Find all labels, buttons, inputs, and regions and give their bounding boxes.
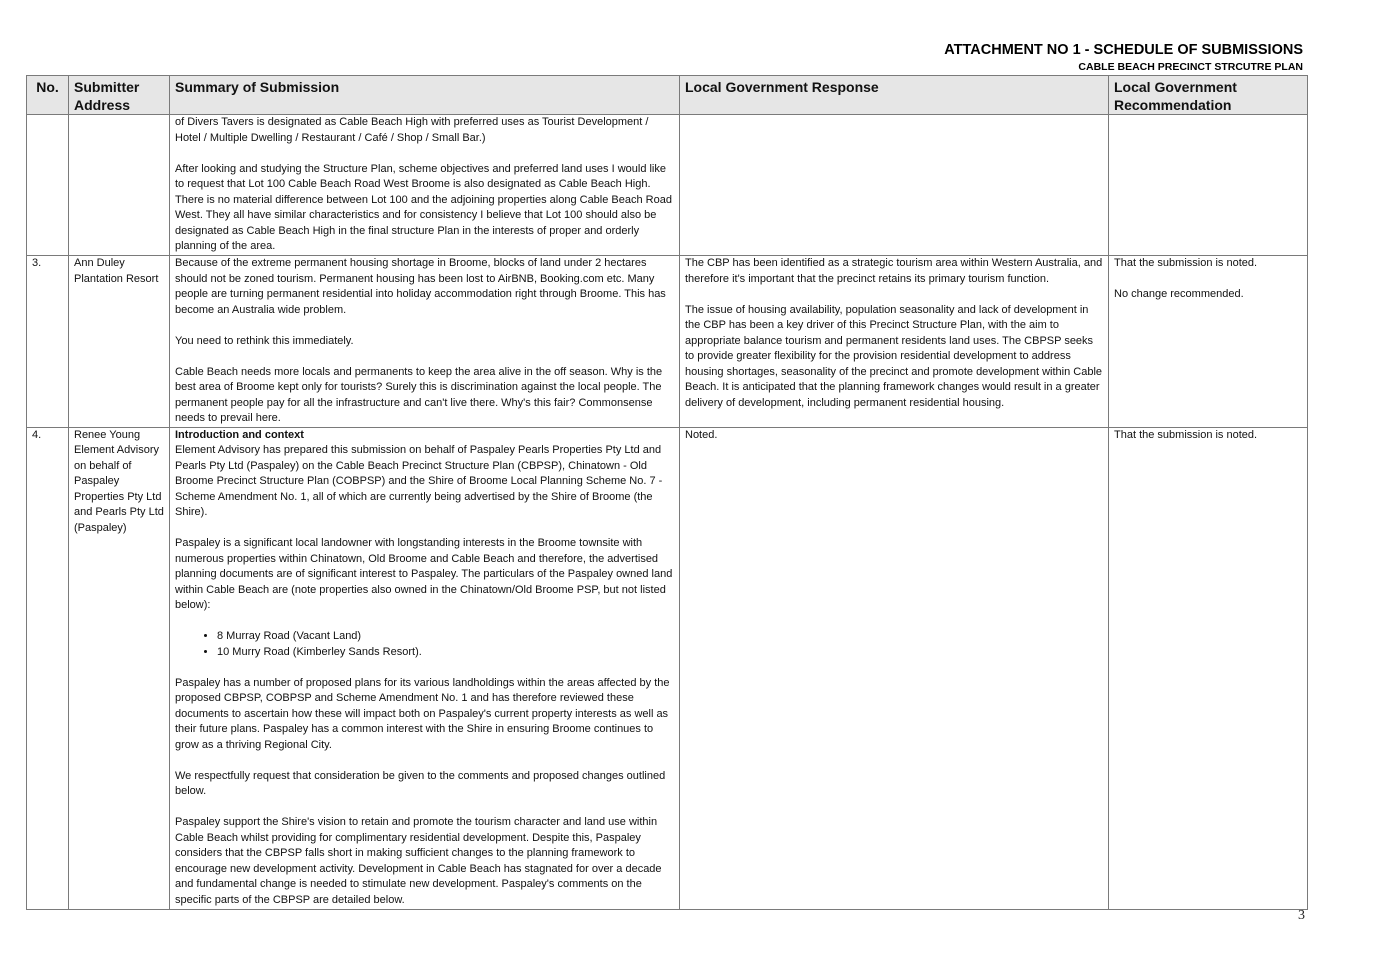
recommendation-cell — [1109, 115, 1308, 256]
summary-cell — [170, 115, 680, 256]
list-item: • 8 Murray Road (Vacant Land) — [217, 629, 674, 645]
table-row — [27, 256, 1308, 428]
property-list — [175, 629, 674, 660]
page-number: 3 — [1298, 908, 1305, 923]
summary-intro-text: Element Advisory has prepared this submission on behalf of Paspaley Pearls Properties Pty Ltd and Pearls Pty Ltd (Paspaley) on the Cable Beach Precinct Structure Plan (CBPSP), Chinatown - Old Broome Precinct Structure Plan (COBPSP) and the Shire of Broome Local Planning Scheme No. 7 - Scheme Amendment No. 1, all of which are currently being advertised by the Shire of Broome (the Shire). — [175, 444, 663, 518]
summary-paragraph: Paspaley is a significant local landowner with longstanding interests in the Broome townsite with numerous properties within Chinatown, Old Broome and Cable Beach and therefore, the advertised planning documents are of significant interest to Paspaley. The particulars of the Paspaley owned land within Cable Beach are (note properties also owned in the Chinatown/Old Broome PSP, but not listed below): — [175, 537, 673, 611]
response-cell — [680, 115, 1109, 256]
submissions-table — [26, 75, 1308, 910]
response-cell — [680, 256, 1109, 428]
row-number — [27, 115, 69, 256]
summary-paragraph: Paspaley support the Shire's vision to retain and promote the tourism character and land use within Cable Beach whilst providing for complimentary residential development. Despite this, Paspaley considers that the CBPSP falls short in making sufficient changes to the planning framework to encourage new development activity. Development in Cable Beach has stagnated for over a decade and fundamental change is needed to stimulate new development. Paspaley's comments on the specific parts of the CBPSP are detailed below. — [175, 816, 662, 906]
summary-paragraph: Cable Beach needs more locals and permanents to keep the area alive in the off season. Why is the best area of Broome kept only for tourists? Surely this is discrimination against the local people. The permanent people pay for all the infrastructure and can't live there. Why's this fair? Commonsense needs to prevail here. — [175, 365, 663, 424]
summary-paragraph: Paspaley has a number of proposed plans for its various landholdings within the areas affected by the proposed CBPSP, COBPSP and Scheme Amendment No. 1 and has therefore reviewed these documents to ascertain how these will impact both on Paspaley's current property interests as well as their future plans. Paspaley has a common interest with the Shire in ensuring Broome continues to grow as a thriving Regional City. — [175, 676, 670, 751]
summary-cell — [170, 427, 680, 909]
response-cell — [680, 427, 1109, 909]
document-subtitle: CABLE BEACH PRECINCT STRCUTRE PLAN — [1078, 61, 1303, 73]
recommendation-paragraph: No change recommended. — [1114, 288, 1244, 300]
column-header-recommendation: Local Government Recommendation — [1109, 76, 1308, 115]
summary-paragraph: After looking and studying the Structure Plan, scheme objectives and preferred land uses I would like to request that Lot 100 Cable Beach Road West Broome is also designated as Cable Beach High. There is no material difference between Lot 100 and the adjoining properties along Cable Beach Road West. They all have similar characteristics and for consistency I believe that Lot 100 should also be designated as Cable Beach High in the final structure Plan in the interests of proper and orderly planning of the area. — [175, 162, 672, 252]
row-number: 4. — [27, 427, 69, 909]
recommendation-paragraph: That the submission is noted. — [1114, 428, 1258, 441]
recommendation-paragraph: That the submission is noted. — [1114, 257, 1258, 269]
response-paragraph: The issue of housing availability, population seasonality and lack of development in the CBP has been a key driver of this Precinct Structure Plan, with the aim to appropriate balance tourism and permanent residents land uses. The CBPSP seeks to provide greater flexibility for the provision residential development to address housing shortages, seasonality of the precinct and promote development within Cable Beach. It is anticipated that the planning framework changes would result in a greater delivery of development, including permanent residential housing. — [685, 303, 1103, 409]
summary-intro-paragraph — [175, 428, 674, 521]
summary-paragraph: You need to rethink this immediately. — [175, 334, 354, 347]
column-header-submitter: Submitter Address — [69, 76, 170, 115]
column-header-response: Local Government Response — [680, 76, 1109, 115]
submitter-cell: Renee Young Element Advisory on behalf of Paspaley Properties Pty Ltd and Pearls Pty Ltd (Paspaley) — [69, 427, 170, 909]
column-header-no: No. — [27, 76, 69, 115]
document-title: ATTACHMENT NO 1 - SCHEDULE OF SUBMISSIONS — [944, 42, 1303, 58]
table-header-row — [27, 76, 1308, 115]
table-row — [27, 115, 1308, 256]
summary-heading: Introduction and context — [175, 428, 304, 441]
list-item: • 10 Murry Road (Kimberley Sands Resort). — [217, 645, 674, 661]
recommendation-cell — [1109, 427, 1308, 909]
summary-paragraph: We respectfully request that consideration be given to the comments and proposed changes outlined below. — [175, 769, 666, 797]
row-number: 3. — [27, 256, 69, 428]
submitter-cell — [69, 115, 170, 256]
response-paragraph: Noted. — [685, 428, 718, 441]
table-row — [27, 427, 1308, 909]
recommendation-cell — [1109, 256, 1308, 428]
summary-paragraph: Because of the extreme permanent housing shortage in Broome, blocks of land under 2 hectares should not be zoned tourism. Permanent housing has been lost to AirBNB, Booking.com etc. Many people are turning permanent residential into holiday accommodation right through Broome. This has become an Australia wide problem. — [175, 257, 666, 316]
summary-cell — [170, 256, 680, 428]
submitter-cell: Ann Duley Plantation Resort — [69, 256, 170, 428]
column-header-summary: Summary of Submission — [170, 76, 680, 115]
response-paragraph: The CBP has been identified as a strategic tourism area within Western Australia, and therefore it's important that the precinct retains its primary tourism function. — [685, 257, 1103, 285]
summary-paragraph: of Divers Tavers is designated as Cable Beach High with preferred uses as Tourist Development / Hotel / Multiple Dwelling / Restaurant / Café / Shop / Small Bar.) — [175, 116, 649, 144]
